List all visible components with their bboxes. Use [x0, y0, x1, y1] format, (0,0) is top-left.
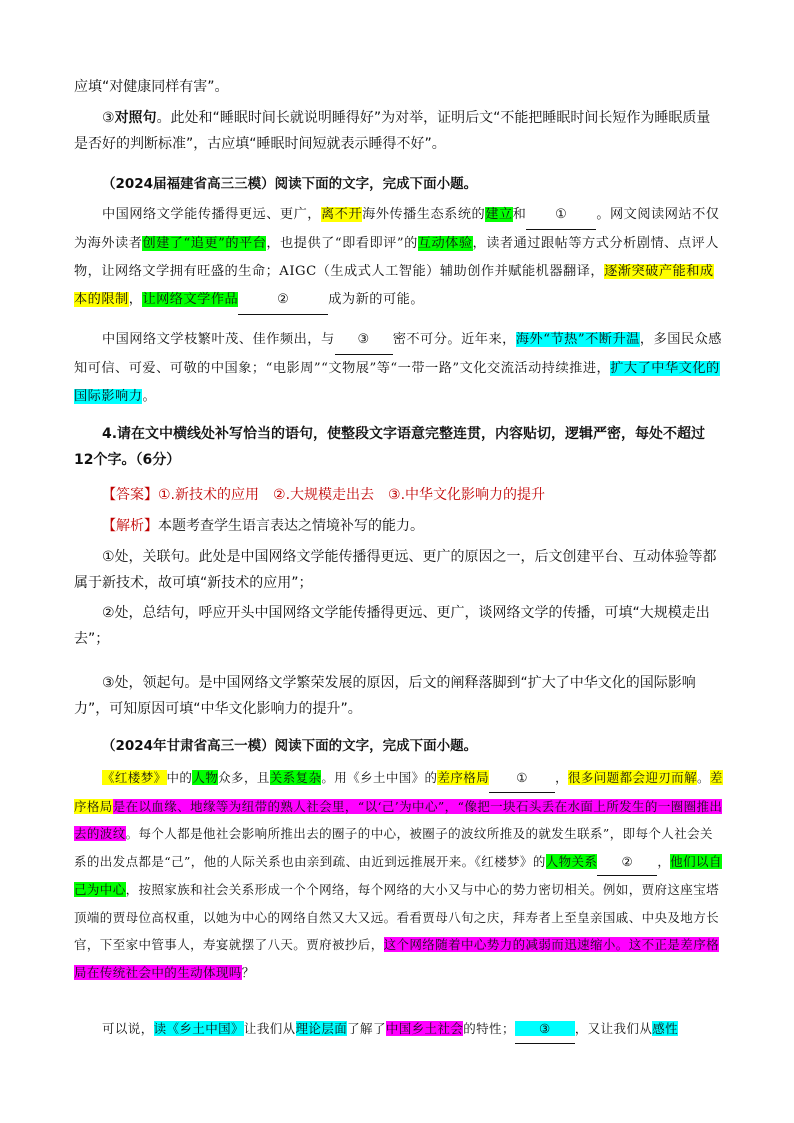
blank-q2-2[interactable]: ② — [597, 848, 657, 877]
blank-1[interactable]: ① — [526, 201, 596, 230]
q2-passage-p2: 可以说，读《乡土中国》让我们从理论层面了解了中国乡土社会的特性； ③ ，又让我们从感性 — [74, 1015, 724, 1044]
analysis-item3: ③处，领起句。是中国网络文学繁荣发展的原因，后文的阐释落脚到“扩大了中华文化的国际影响力”，可知原因可填“中华文化影响力的提升”。 — [74, 675, 696, 717]
analysis-intro: 【解析】本题考查学生语言表达之情境补写的能力。 — [102, 518, 424, 534]
q1-passage-p2: 中国网络文学枝繁叶茂、佳作频出，与 ③ 密不可分。近年来，海外“节热”不断升温，多国民众感知可信、可爱、可敬的中国象；“电影周”“文物展”等“一带一路”文化交流活动持续推进，扩大了中华文化的国际影响力。 — [74, 326, 724, 411]
q1-source: （2024届福建省高三三模）阅读下面的文字，完成下面小题。 — [102, 176, 478, 192]
analysis-prev-item3: ③对照句。此处和“睡眠时间长就说明睡得好”为对举，证明后文“不能把睡眠时间长短作为睡眠质量是否好的判断标准”，古应填“睡眠时间短就表示睡得不好”。 — [74, 110, 711, 152]
blank-3[interactable]: ③ — [335, 326, 393, 355]
blank-q2-1[interactable]: ① — [489, 764, 555, 793]
blank-2[interactable]: ② — [238, 286, 328, 315]
q2-passage-p1: 《红楼梦》中的人物众多，且关系复杂。用《乡土中国》的差序格局 ① ，很多问题都会迎刃而解。差序格局是在以血缘、地缘等为纽带的熟人社会里，“以‘己’为中心”，“像把一块石头丢在水面上所发生的一圈圈推出去的波纹。每个人都是他社会影响所推出去的圈子的中心，被圈子的波纹所推及的就发生联系”，即每个人社会关系的出发点都是“己”，他的人际关系也由亲到疏、由近到远推展开来。《红楼梦》的人物关系 ② ，他们以自己为中心，按照家族和社会关系形成一个个网络，每个网络的大小又与中心的势力密切相关。例如，贾府这座宝塔顶端的贾母位高权重，以她为中心的网络自然又大又远。看看贾母八旬之庆，拜寿者上至皇亲国戚、中央及地方长官，下至家中管事人，寿宴就摆了八天。贾府被抄后，这个网络随着中心势力的减弱而迅速缩小。这不正是差序格局在传统社会中的生动体现吗？ — [74, 764, 724, 986]
question-4: 4.请在文中横线处补写恰当的语句，使整段文字语意完整连贯，内容贴切，逻辑严密，每处不超过12个字。（6分） — [74, 426, 706, 468]
blank-q2-3[interactable]: ③ — [515, 1015, 575, 1044]
q1-passage-p1: 中国网络文学能传播得更远、更广，离不开海外传播生态系统的建立和 ① 。网文阅读网站不仅为海外读者创建了“追更”的平台，也提供了“即看即评”的互动体验，读者通过跟帖等方式分析剧情、点评人物，让网络文学拥有旺盛的生命；AIGC（生成式人工智能）辅助创作并赋能机器翻译，逐渐突破产能和成本的限制，让网络文学作品 ② 成为新的可能。 — [74, 201, 724, 315]
answer-line: 【答案】①.新技术的应用 ②.大规模走出去 ③.中华文化影响力的提升 — [102, 487, 546, 503]
analysis-prev-line1: 应填“对健康同样有害”。 — [74, 79, 229, 95]
analysis-item2: ②处，总结句，呼应开头中国网络文学能传播得更远、更广，谈网络文学的传播，可填“大规模走出去”； — [74, 605, 710, 647]
q2-source: （2024年甘肃省高三一模）阅读下面的文字，完成下面小题。 — [102, 738, 478, 754]
analysis-item1: ①处，关联句。此处是中国网络文学能传播得更远、更广的原因之一，后文创建平台、互动体验等都属于新技术，故可填“新技术的应用”； — [74, 549, 717, 591]
